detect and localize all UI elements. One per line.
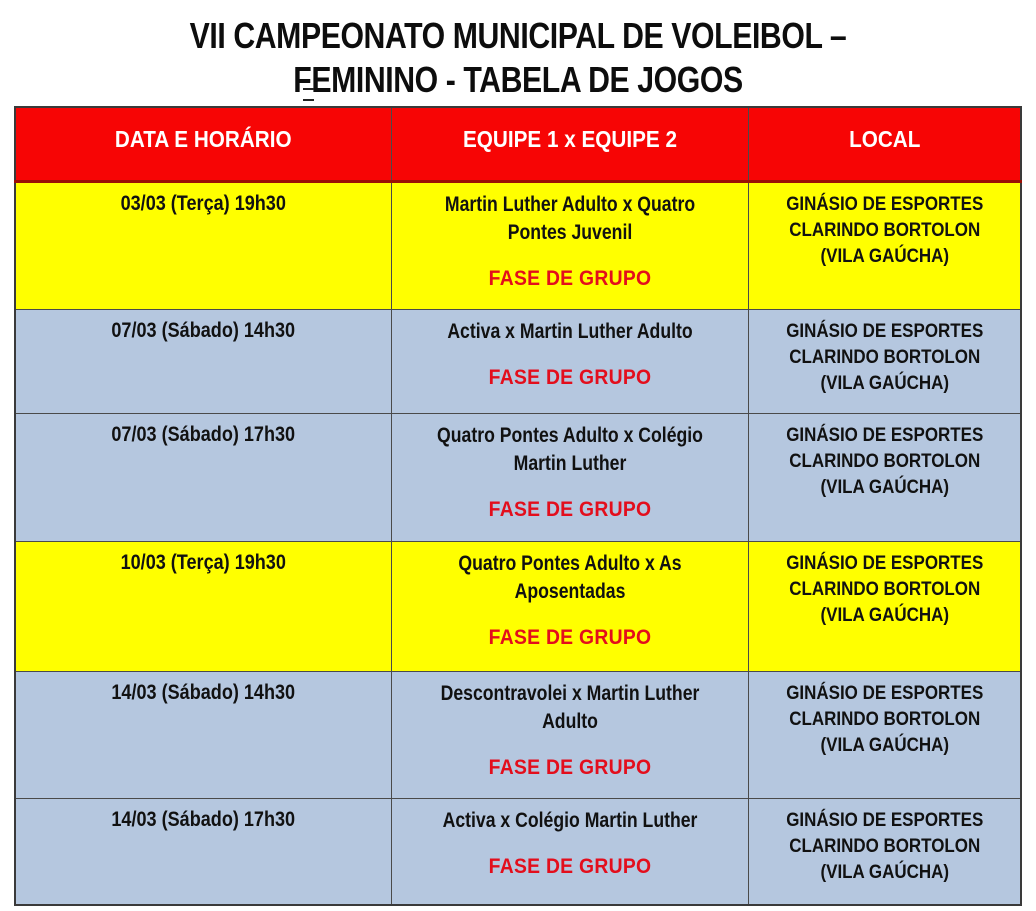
game-datetime: 10/03 (Terça) 19h30 — [120, 551, 286, 574]
match-cell — [391, 310, 748, 414]
game-datetime: 14/03 (Sábado) 17h30 — [111, 808, 296, 831]
venue-cell — [748, 182, 1021, 310]
page-title — [0, 14, 1036, 102]
match-teams: Martin Luther Adulto x Quatro Pontes Juvenil — [444, 193, 695, 244]
venue-line: (VILA GAÚCHA) — [820, 861, 949, 883]
game-datetime: 14/03 (Sábado) 14h30 — [111, 681, 296, 704]
game-datetime: 07/03 (Sábado) 17h30 — [111, 423, 296, 446]
date-cell — [15, 310, 391, 414]
page-title-line2: FEMININO - TABELA DE JOGOS — [293, 59, 743, 100]
table-row — [15, 542, 1021, 672]
venue-line: CLARINDO BORTOLON — [788, 708, 980, 730]
header-cell-venue: LOCAL — [748, 107, 1021, 182]
match-cell — [391, 414, 748, 542]
venue-line: GINÁSIO DE ESPORTES — [785, 809, 983, 831]
venue-cell — [748, 310, 1021, 414]
table-row — [15, 414, 1021, 542]
phase-label: FASE DE GRUPO — [488, 365, 651, 389]
games-schedule-table — [14, 106, 1022, 906]
table-header-row — [15, 107, 1021, 182]
date-cell — [15, 414, 391, 542]
date-cell — [15, 672, 391, 799]
venue-line: CLARINDO BORTOLON — [788, 346, 980, 368]
venue-line: (VILA GAÚCHA) — [820, 245, 949, 267]
phase-label: FASE DE GRUPO — [488, 854, 651, 878]
match-teams: Quatro Pontes Adulto x Colégio Martin Luther — [436, 424, 703, 475]
header-cell-date: DATA E HORÁRIO — [15, 107, 391, 182]
game-datetime: 03/03 (Terça) 19h30 — [120, 192, 286, 215]
phase-label: FASE DE GRUPO — [488, 266, 651, 290]
venue-line: GINÁSIO DE ESPORTES — [785, 424, 983, 446]
match-cell — [391, 542, 748, 672]
match-teams: Activa x Martin Luther Adulto — [446, 320, 693, 343]
match-teams: Quatro Pontes Adulto x As Aposentadas — [457, 552, 682, 603]
smudge-artifact — [303, 88, 314, 101]
venue-line: (VILA GAÚCHA) — [820, 604, 949, 626]
table-row — [15, 799, 1021, 905]
match-cell — [391, 182, 748, 310]
phase-label: FASE DE GRUPO — [488, 497, 651, 521]
table-row — [15, 310, 1021, 414]
game-datetime: 07/03 (Sábado) 14h30 — [111, 319, 296, 342]
venue-line: (VILA GAÚCHA) — [820, 372, 949, 394]
venue-line: CLARINDO BORTOLON — [788, 578, 980, 600]
venue-line: (VILA GAÚCHA) — [820, 734, 949, 756]
match-cell — [391, 672, 748, 799]
date-cell — [15, 799, 391, 905]
date-cell — [15, 542, 391, 672]
venue-line: GINÁSIO DE ESPORTES — [785, 552, 983, 574]
venue-cell — [748, 672, 1021, 799]
venue-line: (VILA GAÚCHA) — [820, 476, 949, 498]
match-teams: Activa x Colégio Martin Luther — [442, 809, 697, 832]
venue-line: GINÁSIO DE ESPORTES — [785, 193, 983, 215]
venue-line: CLARINDO BORTOLON — [788, 450, 980, 472]
venue-cell — [748, 414, 1021, 542]
venue-line: CLARINDO BORTOLON — [788, 835, 980, 857]
phase-label: FASE DE GRUPO — [488, 755, 651, 779]
venue-line: GINÁSIO DE ESPORTES — [785, 320, 983, 342]
page-title-line1: VII CAMPEONATO MUNICIPAL DE VOLEIBOL – — [189, 15, 847, 56]
venue-cell — [748, 542, 1021, 672]
table-row — [15, 182, 1021, 310]
match-teams: Descontravolei x Martin Luther Adulto — [440, 682, 699, 733]
venue-line: GINÁSIO DE ESPORTES — [785, 682, 983, 704]
venue-line: CLARINDO BORTOLON — [788, 219, 980, 241]
header-cell-teams: EQUIPE 1 x EQUIPE 2 — [391, 107, 748, 182]
table-row — [15, 672, 1021, 799]
match-cell — [391, 799, 748, 905]
date-cell — [15, 182, 391, 310]
venue-cell — [748, 799, 1021, 905]
phase-label: FASE DE GRUPO — [488, 625, 651, 649]
